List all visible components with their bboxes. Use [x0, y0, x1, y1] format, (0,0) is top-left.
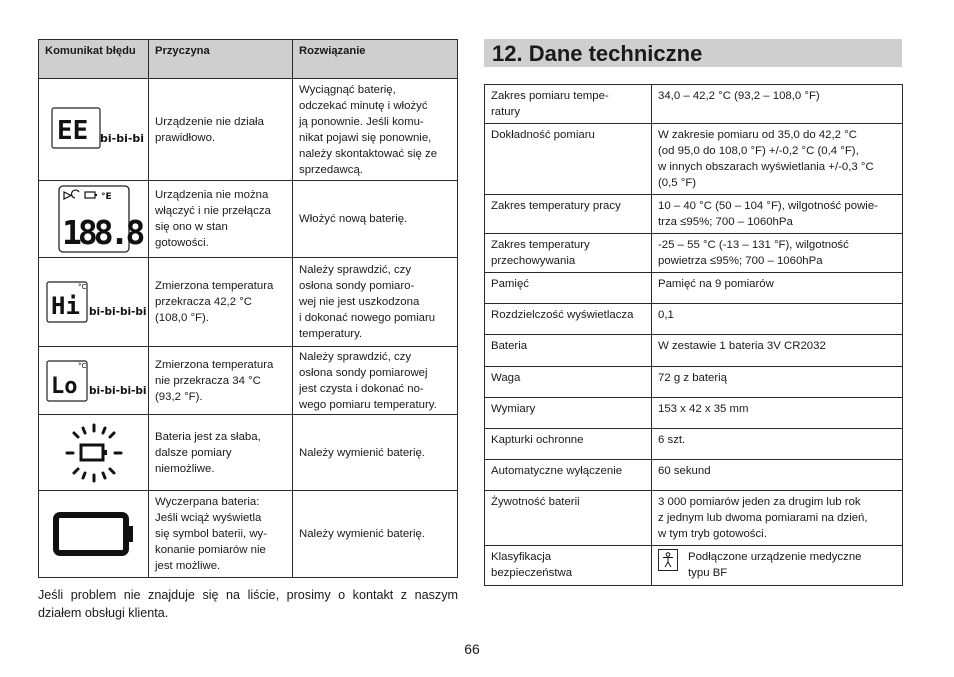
- table-row: [485, 234, 903, 273]
- table-row: [485, 398, 903, 429]
- svg-text:°C: °C: [77, 283, 86, 291]
- type-bf-applied-part-icon: [658, 549, 678, 571]
- table-row: [39, 491, 458, 578]
- spec-label: Kapturki ochronne: [485, 429, 652, 460]
- svg-text:bi-bi-bi-bi: bi-bi-bi-bi: [88, 384, 147, 397]
- cause-cell: Bateria jest za słaba, dalsze pomiary niemożliwe.: [149, 415, 293, 491]
- solution-cell: Należy wymienić baterię.: [293, 415, 458, 491]
- spec-label: Automatyczne wyłączenie: [485, 460, 652, 491]
- spec-value: 3 000 pomiarów jeden za drugim lub rok z jednym lub dwoma pomiarami na dzień, w tym tryb gotowości.: [652, 491, 903, 546]
- table-row: [39, 258, 458, 347]
- table-row: [39, 181, 458, 258]
- spec-label: Rozdzielczość wyświetlacza: [485, 304, 652, 335]
- spec-label: Zakres temperatury przechowywania: [485, 234, 652, 273]
- spec-value: 72 g z baterią: [652, 367, 903, 398]
- lcd-high-temperature-icon: [39, 258, 149, 347]
- table-row: [485, 85, 903, 124]
- page-number: 66: [464, 641, 480, 657]
- table-row: [39, 415, 458, 491]
- spec-value: Podłączone urządzenie medyczne typu BF: [688, 551, 862, 579]
- header-solution: Rozwiązanie: [293, 40, 458, 79]
- cause-cell: Zmierzona temperatura przekracza 42,2 °C (108,0 °F).: [149, 258, 293, 347]
- contact-note: Jeśli problem nie znajduje się na liście, prosimy o kontakt z naszym działem obsługi klienta.: [38, 588, 458, 620]
- svg-text:EE: EE: [56, 115, 88, 146]
- table-row: [39, 347, 458, 415]
- spec-value: -25 – 55 °C (-13 – 131 °F), wilgotność powietrza ≤95%; 700 – 1060hPa: [652, 234, 903, 273]
- svg-text:bi-bi-bi: bi-bi-bi: [99, 131, 144, 145]
- spec-value: 153 x 42 x 35 mm: [652, 398, 903, 429]
- spec-value: 34,0 – 42,2 °C (93,2 – 108,0 °F): [652, 85, 903, 124]
- empty-battery-icon: [39, 491, 149, 578]
- table-row: [485, 546, 903, 586]
- table-row: [485, 429, 903, 460]
- solution-cell: Należy wymienić baterię.: [293, 491, 458, 578]
- table-row: [485, 124, 903, 195]
- svg-text:Hi: Hi: [50, 292, 80, 320]
- lcd-low-temperature-icon: [39, 347, 149, 415]
- svg-text:Lo: Lo: [50, 373, 77, 399]
- spec-label: Zakres pomiaru tempe- ratury: [485, 85, 652, 124]
- lcd-error-ee-icon: [39, 79, 149, 181]
- spec-value: 0,1: [652, 304, 903, 335]
- svg-text:bi-bi-bi-bi: bi-bi-bi-bi: [88, 306, 147, 318]
- table-row: [485, 491, 903, 546]
- svg-text:°C: °C: [77, 361, 86, 370]
- solution-cell: Należy sprawdzić, czy osłona sondy pomiarowej jest czysta i dokonać no- wego pomiaru temperatury.: [293, 347, 458, 415]
- svg-text:188.8: 188.8: [61, 213, 141, 252]
- spec-label: Waga: [485, 367, 652, 398]
- svg-text:°E: °E: [100, 192, 112, 202]
- technical-data-table: [484, 84, 903, 586]
- table-row: [485, 195, 903, 234]
- solution-cell: Włożyć nową baterię.: [293, 181, 458, 258]
- spec-value-with-icon: [652, 546, 903, 586]
- spec-label: Zakres temperatury pracy: [485, 195, 652, 234]
- solution-cell: Wyciągnąć baterię, odczekać minutę i włożyć ją ponownie. Jeśli komu- nikat pojawi się ponownie, należy skontaktować się ze sprzedawcą.: [293, 79, 458, 181]
- table-row: [39, 79, 458, 181]
- spec-value: W zakresie pomiaru od 35,0 do 42,2 °C (od 95,0 do 108,0 °F) +/-0,2 °C (0,4 °F), w innych obszarach wyświetlania +/-0,3 °C (0,5 °F): [652, 124, 903, 195]
- spec-label: Dokładność pomiaru: [485, 124, 652, 195]
- spec-value: 60 sekund: [652, 460, 903, 491]
- section-heading-bar: [484, 39, 902, 67]
- spec-value: W zestawie 1 bateria 3V CR2032: [652, 335, 903, 367]
- spec-label: Żywotność baterii: [485, 491, 652, 546]
- spec-label: Klasyfikacja bezpieczeństwa: [485, 546, 652, 586]
- spec-label: Pamięć: [485, 273, 652, 304]
- cause-cell: Urządzenia nie można włączyć i nie przełącza się ono w stan gotowości.: [149, 181, 293, 258]
- table-row: [485, 304, 903, 335]
- solution-cell: Należy sprawdzić, czy osłona sondy pomiaro- wej nie jest uszkodzona i dokonać nowego pomiaru temperatury.: [293, 258, 458, 347]
- section-title: 12. Dane techniczne: [492, 41, 703, 66]
- cause-cell: Urządzenie nie działa prawidłowo.: [149, 79, 293, 181]
- table-row: [485, 460, 903, 491]
- header-message: Komunikat błędu: [39, 40, 149, 79]
- spec-label: Wymiary: [485, 398, 652, 429]
- cause-cell: Zmierzona temperatura nie przekracza 34 °C (93,2 °F).: [149, 347, 293, 415]
- table-row: [485, 273, 903, 304]
- blinking-battery-icon: [39, 415, 149, 491]
- spec-value: Pamięć na 9 pomiarów: [652, 273, 903, 304]
- header-cause: Przyczyna: [149, 40, 293, 79]
- cause-cell: Wyczerpana bateria: Jeśli wciąż wyświetla się symbol baterii, wy- konanie pomiarów nie jest możliwe.: [149, 491, 293, 578]
- spec-value: 6 szt.: [652, 429, 903, 460]
- spec-value: 10 – 40 °C (50 – 104 °F), wilgotność powie- trza ≤95%; 700 – 1060hPa: [652, 195, 903, 234]
- table-row: [485, 335, 903, 367]
- table-row: [485, 367, 903, 398]
- error-messages-table: [38, 39, 458, 578]
- spec-label: Bateria: [485, 335, 652, 367]
- lcd-all-segments-icon: [39, 181, 149, 258]
